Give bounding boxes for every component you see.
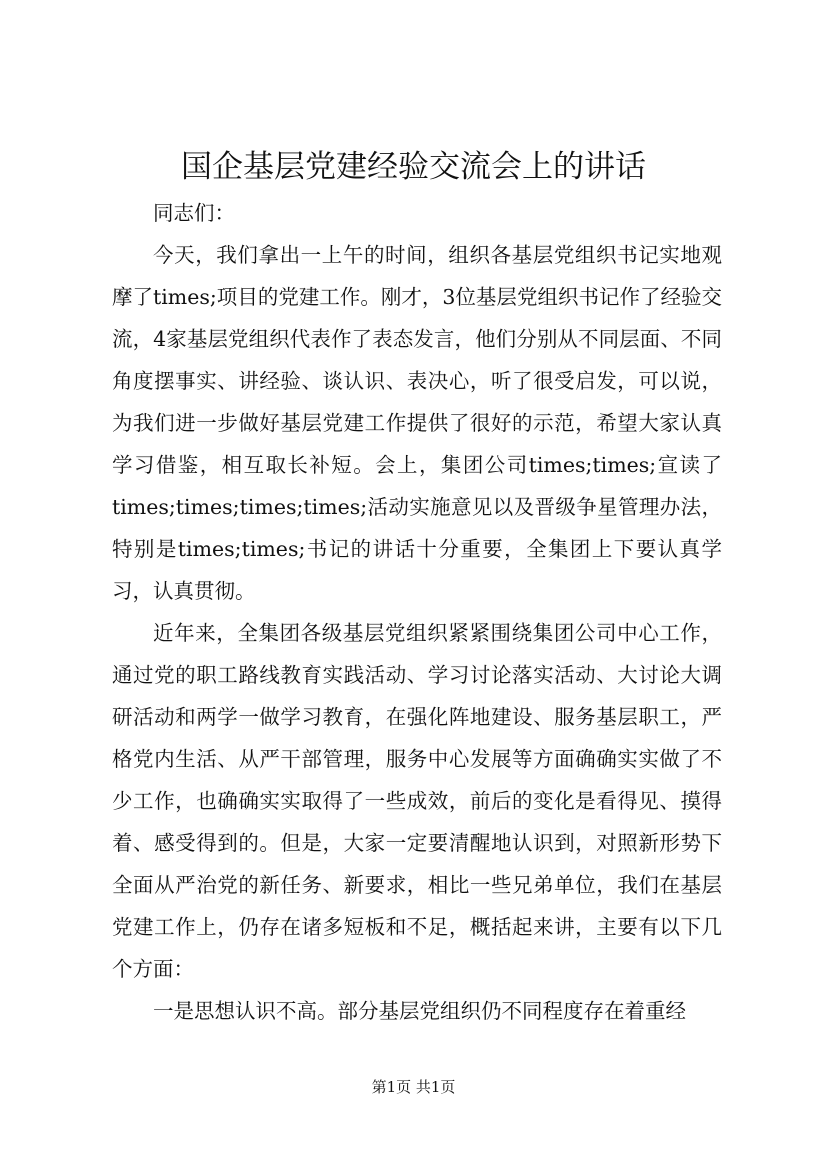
paragraph-1: 今天，我们拿出一上午的时间，组织各基层党组织书记实地观摩了times;项目的党建工作。刚才，3位基层党组织书记作了经验交流，4家基层党组织代表作了表态发言，他们分别从不同层面、不同角度摆事实、讲经验、谈认识、表决心，听了很受启发，可以说，为我们进一步做好基层党建工作提供了很好的示范，希望大家认真学习借鉴，相互取长补短。会上，集团公司times;times;宣读了times;times;times;times;活动实施意见以及晋级争星管理办法，特别是times;times;书记的讲话十分重要，全集团上下要认真学习，认真贯彻。 (112, 243, 722, 603)
page-footer: 第1页 共1页 (371, 1078, 456, 1096)
document-title: 国企基层党建经验交流会上的讲话 (181, 149, 646, 185)
paragraph-2: 近年来，全集团各级基层党组织紧紧围绕集团公司中心工作，通过党的职工路线教育实践活动、学习讨论落实活动、大讨论大调研活动和两学一做学习教育，在强化阵地建设、服务基层职工，严格党内生活、从严干部管理，服务中心发展等方面确确实实做了不少工作，也确确实实取得了一些成效，前后的变化是看得见、摸得着、感受得到的。但是，大家一定要清醒地认识到，对照新形势下全面从严治党的新任务、新要求，相比一些兄弟单位，我们在基层党建工作上，仍存在诸多短板和不足，概括起来讲，主要有以下几个方面： (112, 621, 722, 981)
paragraph-3: 一是思想认识不高。部分基层党组织仍不同程度存在着重经 (153, 999, 686, 1023)
document-body (112, 192, 722, 1032)
salutation: 同志们： (153, 201, 235, 225)
